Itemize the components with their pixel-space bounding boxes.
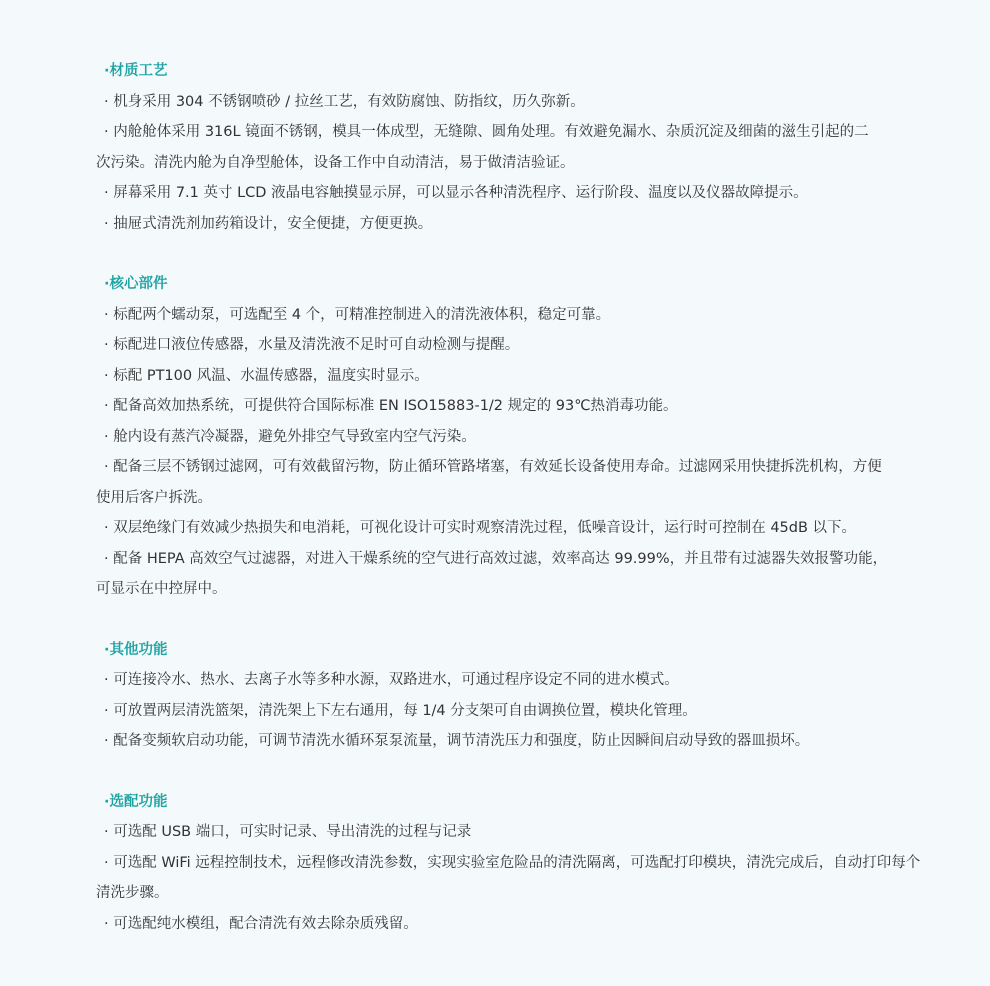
list-item: [96, 544, 984, 605]
list-item: [96, 452, 984, 513]
list-item-text: · 标配两个蠕动泵，可选配至 4 个，可精准控制进入的清洗液体积，稳定可靠。: [104, 306, 611, 323]
list-item: [104, 909, 984, 940]
list-item-text: · 配备三层不锈钢过滤网，可有效截留污物，防止循环管路堵塞，有效延长设备使用寿命。过滤网采用快捷拆洗机构，方便: [104, 459, 882, 475]
section-title: ·选配功能: [104, 793, 168, 810]
list-item-text: · 双层绝缘门有效减少热损失和电消耗，可视化设计可实时观察清洗过程，低噪音设计，运行时可控制在 45dB 以下。: [104, 520, 857, 536]
list-item-text: · 标配进口液位传感器，水量及清洗液不足时可自动检测与提醒。: [104, 337, 520, 353]
section-other-functions: [104, 635, 984, 757]
list-item-text: · 可放置两层清洗篮架，清洗架上下左右通用，每 1/4 分支架可自由调换位置，模块化管理。: [104, 702, 697, 719]
list-item: [104, 178, 984, 209]
list-item: [104, 361, 984, 392]
list-item: [104, 696, 984, 727]
section-materials-process: [96, 56, 984, 239]
list-item-text: · 机身采用 304 不锈钢喷砂 / 拉丝工艺，有效防腐蚀、防指纹，历久弥新。: [104, 93, 585, 110]
list-item-text: · 配备 HEPA 高效空气过滤器，对进入干燥系统的空气进行高效过滤，效率高达 99.99%，并且带有过滤器失效报警功能，: [104, 550, 888, 567]
list-item: [104, 817, 984, 848]
list-item: [104, 513, 984, 544]
section-optional-functions: [96, 787, 984, 940]
list-item: [104, 209, 984, 240]
section-title: ·材质工艺: [104, 63, 168, 79]
list-item-continuation: 使用后客户拆洗。: [96, 489, 212, 506]
list-item: [104, 665, 984, 696]
list-item-text: · 可选配 USB 端口，可实时记录、导出清洗的过程与记录: [104, 824, 472, 840]
section-title: ·其他功能: [104, 641, 168, 658]
list-item-continuation: 清洗步骤。: [96, 885, 169, 901]
list-item: [104, 330, 984, 361]
section-title: ·核心部件: [104, 276, 168, 292]
list-item: [96, 117, 984, 178]
list-item-continuation: 可显示在中控屏中。: [96, 581, 227, 597]
list-item-text: · 可连接冷水、热水、去离子水等多种水源，双路进水，可通过程序设定不同的进水模式。: [104, 672, 679, 688]
feature-list: [96, 56, 984, 939]
list-item-text: · 可选配纯水模组，配合清洗有效去除杂质残留。: [104, 915, 418, 932]
list-item: [96, 848, 984, 909]
list-item-text: · 抽屉式清洗剂加药箱设计，安全便捷，方便更换。: [104, 215, 433, 232]
list-item-text: · 内舱舱体采用 316L 镜面不锈钢，模具一体成型，无缝隙、圆角处理。有效避免漏水、杂质沉淀及细菌的滋生引起的二: [104, 124, 869, 140]
list-item-text: · 配备高效加热系统，可提供符合国际标准 EN ISO15883-1/2 规定的 93℃热消毒功能。: [104, 398, 678, 414]
list-item-continuation: 次污染。清洗内舱为自净型舱体，设备工作中自动清洁，易于做清洁验证。: [96, 154, 575, 171]
list-item: [104, 87, 984, 118]
list-item-text: · 标配 PT100 风温、水温传感器，温度实时显示。: [104, 367, 429, 384]
list-item-text: · 可选配 WiFi 远程控制技术，远程修改清洗参数，实现实验室危险品的清洗隔离，可选配打印模块，清洗完成后，自动打印每个: [104, 854, 921, 871]
list-item: [104, 422, 984, 453]
section-core-components: [96, 269, 984, 605]
list-item-text: · 屏幕采用 7.1 英寸 LCD 液晶电容触摸显示屏，可以显示各种清洗程序、运行阶段、温度以及仪器故障提示。: [104, 185, 808, 201]
list-item: [104, 391, 984, 422]
list-item-text: · 配备变频软启动功能，可调节清洗水循环泵泵流量，调节清洗压力和强度，防止因瞬间启动导致的器皿损坏。: [104, 733, 810, 749]
list-item: [104, 726, 984, 757]
list-item: [104, 300, 984, 331]
list-item-text: · 舱内设有蒸汽冷凝器，避免外排空气导致室内空气污染。: [104, 428, 476, 445]
